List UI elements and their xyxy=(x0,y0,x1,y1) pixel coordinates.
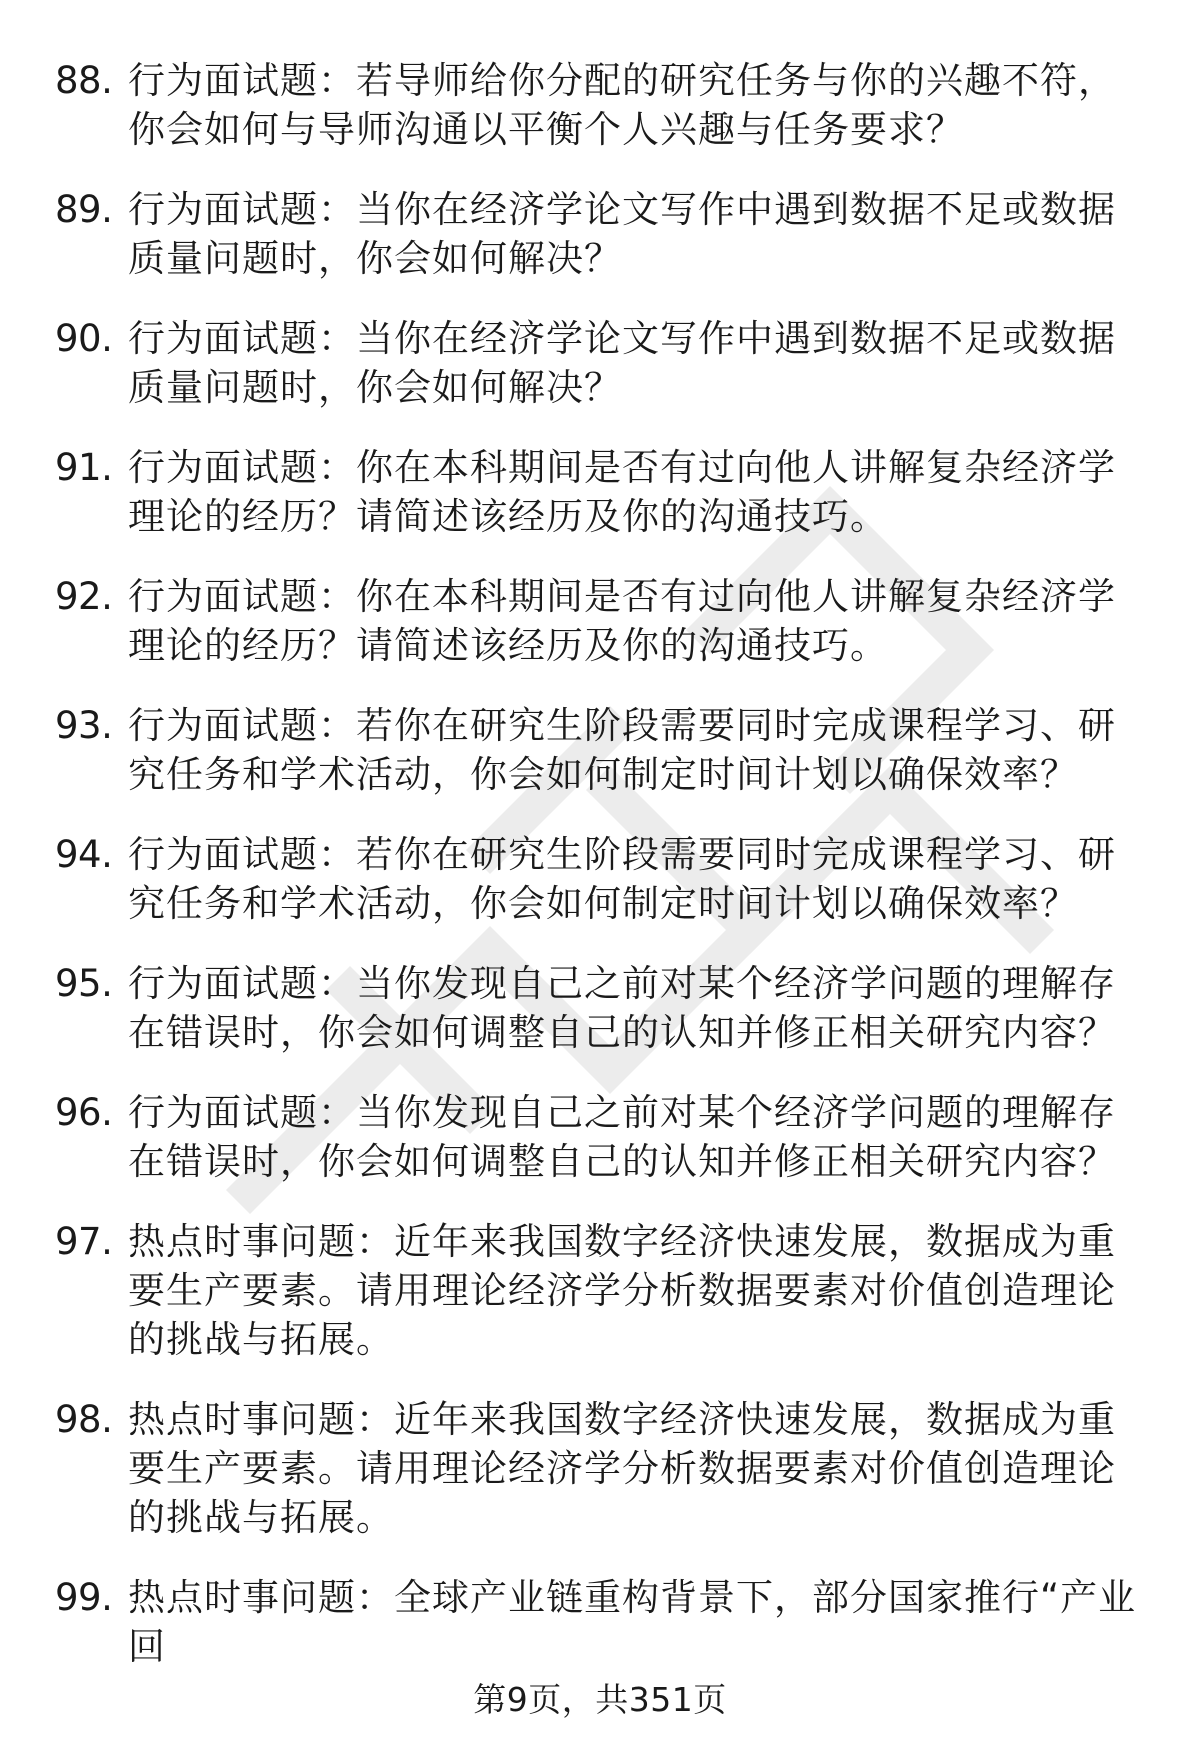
question-text: 行为面试题：若导师给你分配的研究任务与你的兴趣不符，你会如何与导师沟通以平衡个人兴趣与任务要求？ xyxy=(128,59,1116,151)
question-number: 93. xyxy=(55,704,113,747)
question-item xyxy=(55,959,1145,1057)
question-text: 行为面试题：当你在经济学论文写作中遇到数据不足或数据质量问题时，你会如何解决？ xyxy=(128,188,1116,280)
question-item xyxy=(55,185,1145,283)
question-text: 热点时事问题：全球产业链重构背景下，部分国家推行“产业回 xyxy=(128,1576,1137,1668)
question-number: 92. xyxy=(55,575,113,618)
question-item xyxy=(55,1573,1145,1671)
question-item xyxy=(55,701,1145,799)
question-item xyxy=(55,1217,1145,1364)
question-number: 98. xyxy=(55,1398,113,1441)
question-number: 97. xyxy=(55,1220,113,1263)
question-number: 94. xyxy=(55,833,113,876)
question-number: 91. xyxy=(55,446,113,489)
question-list xyxy=(55,56,1145,1702)
question-number: 96. xyxy=(55,1091,113,1134)
question-text: 热点时事问题：近年来我国数字经济快速发展，数据成为重要生产要素。请用理论经济学分析数据要素对价值创造理论的挑战与拓展。 xyxy=(128,1398,1116,1539)
question-item xyxy=(55,443,1145,541)
question-text: 行为面试题：你在本科期间是否有过向他人讲解复杂经济学理论的经历？请简述该经历及你的沟通技巧。 xyxy=(128,446,1116,538)
question-item xyxy=(55,830,1145,928)
question-item xyxy=(55,1088,1145,1186)
question-number: 90. xyxy=(55,317,113,360)
question-item xyxy=(55,56,1145,154)
question-text: 行为面试题：当你发现自己之前对某个经济学问题的理解存在错误时，你会如何调整自己的认知并修正相关研究内容？ xyxy=(128,962,1116,1054)
page-indicator: 第9页，共351页 xyxy=(473,1680,727,1719)
question-text: 行为面试题：若你在研究生阶段需要同时完成课程学习、研究任务和学术活动，你会如何制定时间计划以确保效率？ xyxy=(128,704,1116,796)
question-number: 89. xyxy=(55,188,113,231)
question-text: 热点时事问题：近年来我国数字经济快速发展，数据成为重要生产要素。请用理论经济学分析数据要素对价值创造理论的挑战与拓展。 xyxy=(128,1220,1116,1361)
question-item xyxy=(55,1395,1145,1542)
question-text: 行为面试题：当你在经济学论文写作中遇到数据不足或数据质量问题时，你会如何解决？ xyxy=(128,317,1116,409)
question-text: 行为面试题：你在本科期间是否有过向他人讲解复杂经济学理论的经历？请简述该经历及你的沟通技巧。 xyxy=(128,575,1116,667)
question-item xyxy=(55,572,1145,670)
question-item xyxy=(55,314,1145,412)
question-text: 行为面试题：当你发现自己之前对某个经济学问题的理解存在错误时，你会如何调整自己的认知并修正相关研究内容？ xyxy=(128,1091,1116,1183)
question-number: 88. xyxy=(55,59,113,102)
question-number: 99. xyxy=(55,1576,113,1619)
question-text: 行为面试题：若你在研究生阶段需要同时完成课程学习、研究任务和学术活动，你会如何制定时间计划以确保效率？ xyxy=(128,833,1116,925)
question-number: 95. xyxy=(55,962,113,1005)
